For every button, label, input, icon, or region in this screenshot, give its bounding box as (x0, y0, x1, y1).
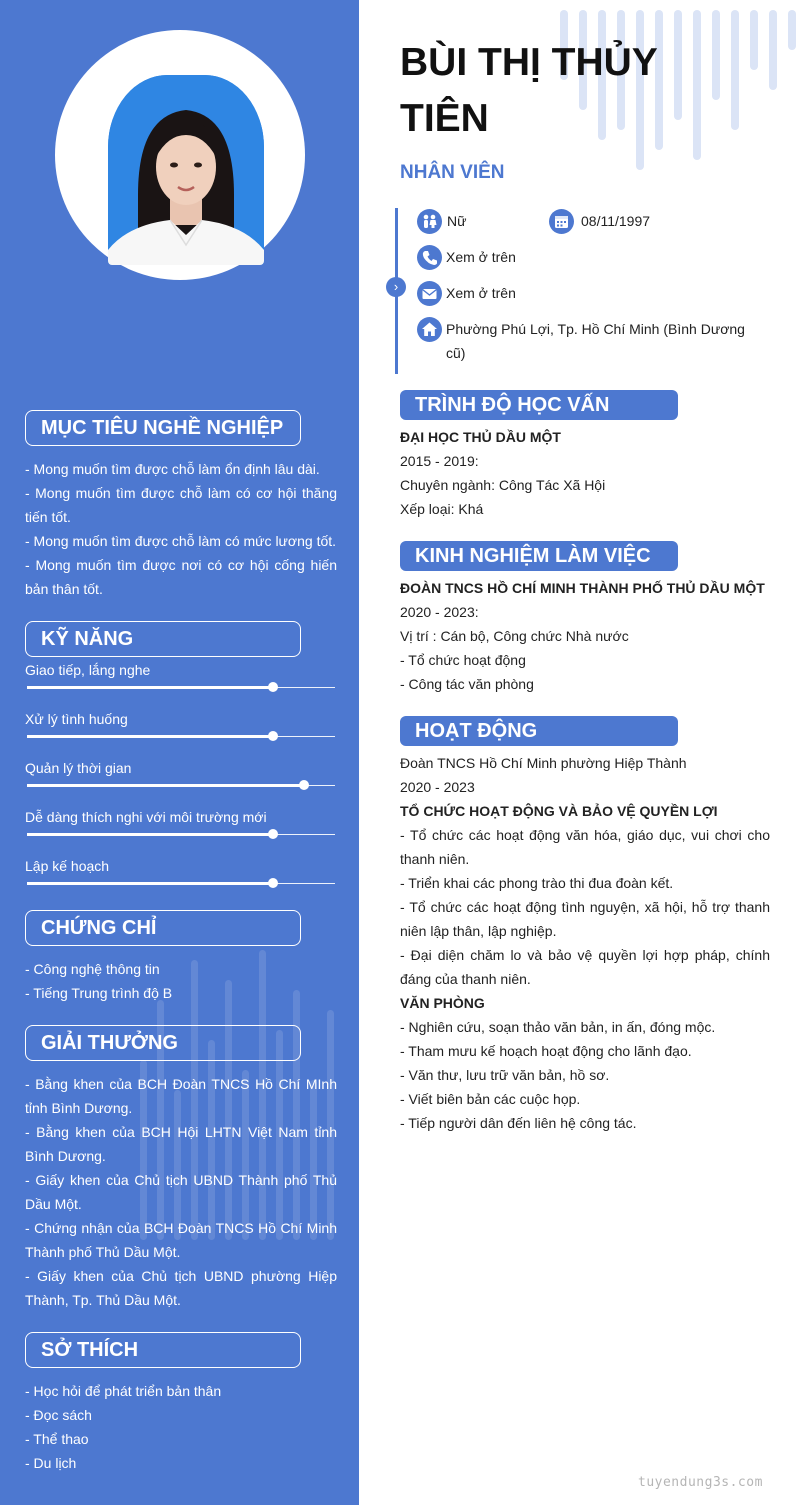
objective-text (25, 457, 337, 601)
activities-org: Đoàn TNCS Hồ Chí Minh phường Hiệp Thành (400, 755, 687, 771)
skill-label: Quản lý thời gian (25, 760, 132, 776)
email-value: Xem ở trên (446, 285, 516, 301)
list-item: - Mong muốn tìm được nơi có cơ hội cống hiến bản thân tốt. (25, 557, 337, 597)
skill-label: Dễ dàng thích nghi với môi trường mới (25, 809, 267, 825)
list-item: - Bằng khen của BCH Đoàn TNCS Hồ Chí MInh tỉnh Bình Dương. (25, 1076, 337, 1116)
skill-fill (27, 686, 273, 689)
skill-item (25, 759, 337, 799)
experience-org: ĐOÀN TNCS HỒ CHÍ MINH THÀNH PHỐ THỦ DẦU MỘT (400, 580, 765, 596)
list-item: - Chứng nhận của BCH Đoàn TNCS Hồ Chí Minh Thành phố Thủ Dầu Một. (25, 1220, 337, 1260)
awards-text (25, 1072, 337, 1312)
list-item: - Mong muốn tìm được chỗ làm có cơ hội thăng tiến tốt. (25, 485, 337, 525)
list-item: - Đại diện chăm lo và bảo vệ quyền lợi hợp pháp, chính đáng của thanh niên. (400, 947, 770, 987)
candidate-name: BÙI THỊ THỦY TIÊN (400, 41, 658, 140)
list-item: - Công nghệ thông tin (25, 961, 160, 977)
list-item: - Tổ chức hoạt động (400, 652, 526, 668)
activities-subheading: TỔ CHỨC HOẠT ĐỘNG VÀ BẢO VỆ QUYỀN LỢI (400, 803, 718, 819)
awards-heading: GIẢI THƯỞNG (25, 1025, 301, 1061)
list-item: - Đọc sách (25, 1407, 92, 1423)
hobbies-heading: SỞ THÍCH (25, 1332, 301, 1368)
certificates-heading: CHỨNG CHỈ (25, 910, 301, 946)
list-item: - Tổ chức các hoạt động văn hóa, giáo dục, vui chơi cho thanh niên. (400, 827, 770, 867)
calendar-icon (549, 209, 574, 234)
experience-heading: KINH NGHIỆM LÀM VIỆC (400, 541, 678, 571)
gender-icon (417, 209, 442, 234)
list-item: - Viết biên bản các cuộc họp. (400, 1091, 581, 1107)
sidebar (0, 0, 359, 1505)
skill-knob (268, 829, 278, 839)
list-item: - Tiếng Trung trình độ B (25, 985, 173, 1001)
objective-heading: MỤC TIÊU NGHỀ NGHIỆP (25, 410, 301, 446)
list-item: - Tham mưu kế hoạch hoạt động cho lãnh đạo. (400, 1043, 692, 1059)
phone-icon (417, 245, 442, 270)
portrait-image (108, 75, 264, 265)
experience-section (400, 576, 770, 696)
skill-item (25, 857, 337, 897)
activities-subheading: VĂN PHÒNG (400, 995, 485, 1011)
chevron-right-icon[interactable]: › (386, 277, 406, 297)
activities-section (400, 751, 770, 1135)
profile-photo (108, 75, 264, 265)
experience-position: Vị trí : Cán bộ, Công chức Nhà nước (400, 628, 629, 644)
education-period: 2015 - 2019: (400, 453, 479, 469)
list-item: - Giấy khen của Chủ tịch UBND phường Hiệp Thành, Tp. Thủ Dầu Một. (25, 1268, 337, 1308)
education-major: Chuyên ngành: Công Tác Xã Hội (400, 477, 606, 493)
skill-knob (268, 682, 278, 692)
job-title: NHÂN VIÊN (400, 162, 505, 183)
list-item: - Học hỏi để phát triển bản thân (25, 1383, 222, 1399)
skill-fill (27, 735, 273, 738)
list-item: - Triển khai các phong trào thi đua đoàn kết. (400, 875, 674, 891)
list-item: - Nghiên cứu, soạn thảo văn bản, in ấn, đóng mộc. (400, 1019, 716, 1035)
gender-value: Nữ (447, 213, 467, 229)
education-heading: TRÌNH ĐỘ HỌC VẤN (400, 390, 678, 420)
education-grade: Xếp loại: Khá (400, 501, 484, 517)
skill-fill (27, 833, 273, 836)
list-item: - Giấy khen của Chủ tịch UBND Thành phố Thủ Dầu Một. (25, 1172, 337, 1212)
list-item: - Mong muốn tìm được chỗ làm có mức lương tốt. (25, 533, 337, 549)
skills-heading: KỸ NĂNG (25, 621, 301, 657)
education-section (400, 425, 770, 521)
skill-knob (268, 878, 278, 888)
certificates-text (25, 957, 337, 1005)
skill-label: Xử lý tình huống (25, 711, 128, 727)
activities-heading: HOẠT ĐỘNG (400, 716, 678, 746)
avatar (55, 30, 305, 280)
hobbies-text (25, 1379, 337, 1475)
activities-period: 2020 - 2023 (400, 779, 475, 795)
list-item: - Tiếp người dân đến liên hệ công tác. (400, 1115, 637, 1131)
list-item: - Công tác văn phòng (400, 676, 534, 692)
address-value: Phường Phú Lợi, Tp. Hồ Chí Minh (Bình Dương cũ) (446, 321, 745, 361)
list-item: - Mong muốn tìm được chỗ làm ổn định lâu dài. (25, 461, 320, 477)
skill-label: Giao tiếp, lắng nghe (25, 662, 151, 678)
list-item: - Bằng khen của BCH Hội LHTN Việt Nam tỉnh Bình Dương. (25, 1124, 337, 1164)
skill-fill (27, 784, 304, 787)
skill-item (25, 808, 337, 848)
watermark: tuyendung3s.com (638, 1475, 763, 1490)
skill-fill (27, 882, 273, 885)
skill-knob (299, 780, 309, 790)
skill-item (25, 661, 337, 701)
home-icon (417, 317, 442, 342)
school-name: ĐẠI HỌC THỦ DẦU MỘT (400, 429, 561, 445)
dob-value: 08/11/1997 (581, 213, 651, 229)
mail-icon (417, 281, 442, 306)
list-item: - Du lịch (25, 1455, 77, 1471)
list-item: - Tổ chức các hoạt động tình nguyện, xã hội, hỗ trợ thanh niên lập thân, lập nghiệp. (400, 899, 770, 939)
phone-value: Xem ở trên (446, 249, 516, 265)
skill-knob (268, 731, 278, 741)
list-item: - Thể thao (25, 1431, 89, 1447)
list-item: - Văn thư, lưu trữ văn bản, hồ sơ. (400, 1067, 610, 1083)
skill-label: Lập kế hoạch (25, 858, 110, 874)
experience-period: 2020 - 2023: (400, 604, 479, 620)
skill-item (25, 710, 337, 750)
